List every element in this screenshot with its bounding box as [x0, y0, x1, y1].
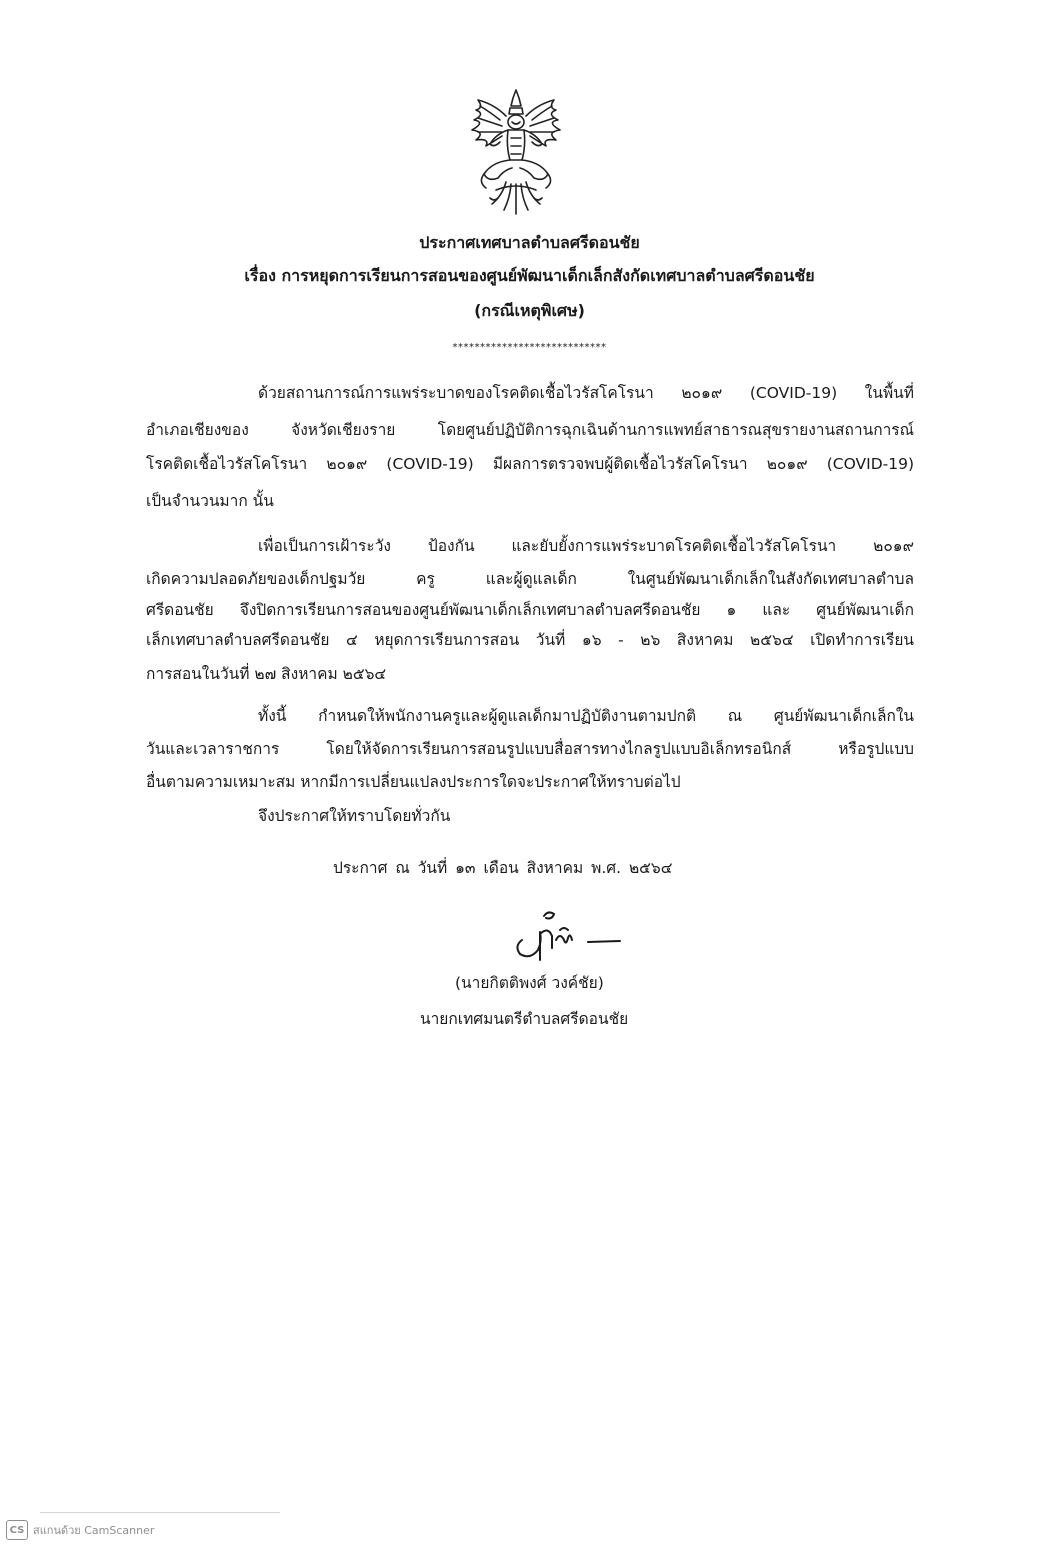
footer-divider: [40, 1512, 280, 1513]
paragraph-3-line-3: อื่นตามความเหมาะสม หากมีการเปลี่ยนแปลงประการใดจะประกาศให้ทราบต่อไป: [146, 773, 681, 791]
paragraph-2-line-3: ศรีดอนชัย จึงปิดการเรียนการสอนของศูนย์พัฒนาเด็กเล็กเทศบาลตำบลศรีดอนชัย ๑ และ ศูนย์พัฒนาเด็ก: [146, 601, 914, 619]
document-issuer: ประกาศเทศบาลตำบลศรีดอนชัย: [419, 233, 640, 252]
signer-title: นายกเทศมนตรีตำบลศรีดอนชัย: [420, 1010, 629, 1028]
paragraph-2-line-5: การสอนในวันที่ ๒๗ สิงหาคม ๒๕๖๔: [146, 665, 387, 683]
paragraph-2-line-4: เล็กเทศบาลตำบลศรีดอนชัย ๔ หยุดการเรียนการสอน วันที่ ๑๖ - ๒๖ สิงหาคม ๒๕๖๔ เปิดทำการเรียน: [146, 631, 914, 649]
camscanner-logo-icon: CS: [6, 1520, 28, 1540]
separator: ****************************: [452, 342, 607, 353]
paragraph-3-line-1: ทั้งนี้ กำหนดให้พนักงานครูและผู้ดูแลเด็กมาปฏิบัติงานตามปกติ ณ ศูนย์พัฒนาเด็กเล็กใน: [258, 707, 914, 725]
signer-name: (นายกิตติพงศ์ วงค์ชัย): [455, 974, 604, 992]
camscanner-text: สแกนด้วย CamScanner: [33, 1524, 155, 1537]
paragraph-3-line-2: วันและเวลาราชการ โดยให้จัดการเรียนการสอนรูปแบบสื่อสารทางไกลรูปแบบอิเล็กทรอนิกส์ หรือรูปแบบ: [146, 740, 914, 758]
garuda-emblem-icon: [456, 86, 576, 218]
paragraph-1-line-4: เป็นจำนวนมาก นั้น: [146, 492, 274, 510]
paragraph-1-line-1: ด้วยสถานการณ์การแพร่ระบาดของโรคติดเชื้อไวรัสโคโรนา ๒๐๑๙ (COVID-19) ในพื้นที่: [258, 384, 914, 402]
announcement-date: ประกาศ ณ วันที่ ๑๓ เดือน สิงหาคม พ.ศ. ๒๕๖๔: [333, 859, 673, 877]
paragraph-2-line-2: เกิดความปลอดภัยของเด็กปฐมวัย ครู และผู้ดูแลเด็ก ในศูนย์พัฒนาเด็กเล็กในสังกัดเทศบาลตำบล: [146, 570, 914, 588]
document-subject: เรื่อง การหยุดการเรียนการสอนของศูนย์พัฒนาเด็กเล็กสังกัดเทศบาลตำบลศรีดอนชัย: [244, 266, 815, 285]
closing-statement: จึงประกาศให้ทราบโดยทั่วกัน: [258, 807, 451, 825]
camscanner-watermark: [6, 1519, 154, 1541]
paragraph-2-line-1: เพื่อเป็นการเฝ้าระวัง ป้องกัน และยับยั้งการแพร่ระบาดโรคติดเชื้อไวรัสโคโรนา ๒๐๑๙: [258, 537, 914, 555]
document-note: (กรณีเหตุพิเศษ): [474, 301, 585, 320]
handwritten-signature: [508, 906, 624, 968]
paragraph-1-line-2: อำเภอเชียงของ จังหวัดเชียงราย โดยศูนย์ปฏิบัติการฉุกเฉินด้านการแพทย์สาธารณสุขรายงานสถานการณ์: [146, 421, 914, 439]
paragraph-1-line-3: โรคติดเชื้อไวรัสโคโรนา ๒๐๑๙ (COVID-19) มีผลการตรวจพบผู้ติดเชื้อไวรัสโคโรนา ๒๐๑๙ (COVID-19): [146, 455, 914, 473]
